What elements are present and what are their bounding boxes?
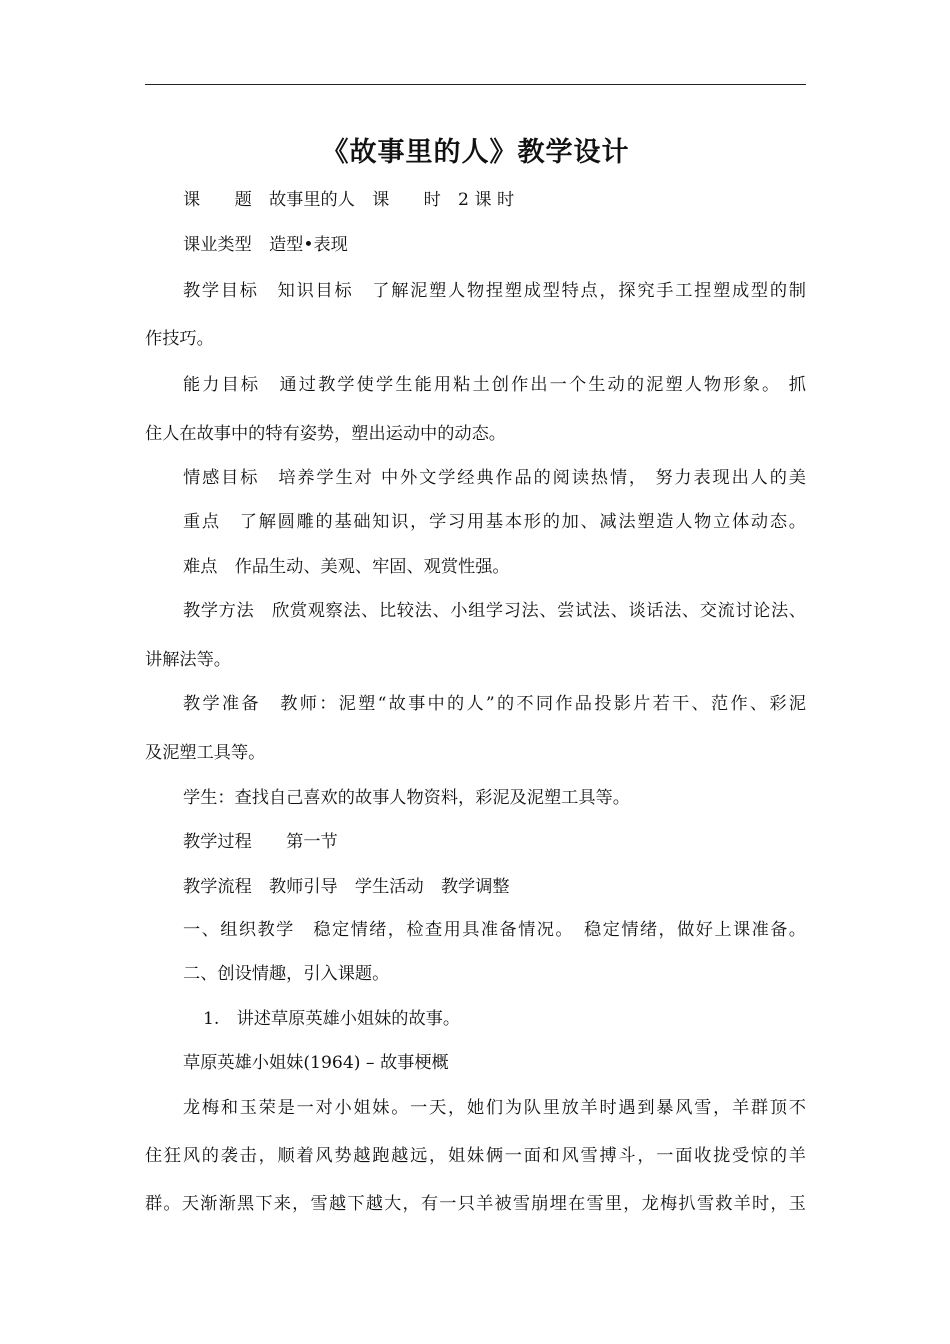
text-line-preparation-cont: 及泥塑工具等。 xyxy=(145,743,266,763)
text-line-course: 课 题 故事里的人 课 时 2 课 时 xyxy=(183,190,515,210)
text-line-student-prep: 学生：查找自己喜欢的故事人物资料，彩泥及泥塑工具等。 xyxy=(183,788,630,808)
text-line-method-cont: 讲解法等。 xyxy=(145,650,231,670)
text-line-process: 教学过程 第一节 xyxy=(183,832,338,852)
text-line-step-two: 二、创设情趣，引入课题。 xyxy=(183,964,390,984)
text-line-goal-knowledge-cont: 作技巧。 xyxy=(145,329,214,349)
text-line-type: 课业类型 造型•表现 xyxy=(183,235,348,255)
text-line-difficulty: 难点 作品生动、美观、牢固、观赏性强。 xyxy=(183,557,510,577)
text-line-story-1: 龙梅和玉荣是一对小姐妹。一天，她们为队里放羊时遇到暴风雪，羊群顶不 xyxy=(183,1098,806,1118)
text-line-story-3: 群。天渐渐黑下来，雪越下越大，有一只羊被雪崩埋在雪里，龙梅扒雪救羊时，玉 xyxy=(145,1194,806,1214)
header-rule xyxy=(145,84,806,85)
text-line-goal-ability: 能力目标 通过教学使学生能用粘土创作出一个生动的泥塑人物形象。 抓 xyxy=(183,375,806,395)
text-line-goal-ability-cont: 住人在故事中的特有姿势，塑出运动中的动态。 xyxy=(145,424,506,444)
text-line-preparation: 教学准备 教师：泥塑“故事中的人”的不同作品投影片若干、范作、彩泥 xyxy=(183,694,806,714)
text-line-method: 教学方法 欣赏观察法、比较法、小组学习法、尝试法、谈话法、交流讨论法、 xyxy=(183,601,806,621)
text-line-story-item: 1. 讲述草原英雄小姐妹的故事。 xyxy=(203,1009,461,1029)
text-line-story-heading: 草原英雄小姐妹(1964) – 故事梗概 xyxy=(183,1053,449,1073)
text-line-goal-knowledge: 教学目标 知识目标 了解泥塑人物捏塑成型特点，探究手工捏塑成型的制 xyxy=(183,281,806,301)
text-line-goal-emotion: 情感目标 培养学生对 中外文学经典作品的阅读热情， 努力表现出人的美 xyxy=(183,468,806,488)
document-title: 《故事里的人》教学设计 xyxy=(321,137,630,168)
text-line-story-2: 住狂风的袭击，顺着风势越跑越远，姐妹俩一面和风雪搏斗，一面收拢受惊的羊 xyxy=(145,1146,806,1166)
text-line-flow: 教学流程 教师引导 学生活动 教学调整 xyxy=(183,877,510,897)
text-line-step-one: 一、组织教学 稳定情绪，检查用具准备情况。 稳定情绪，做好上课准备。 xyxy=(183,920,806,940)
text-line-key-point: 重点 了解圆雕的基础知识，学习用基本形的加、减法塑造人物立体动态。 xyxy=(183,512,806,532)
